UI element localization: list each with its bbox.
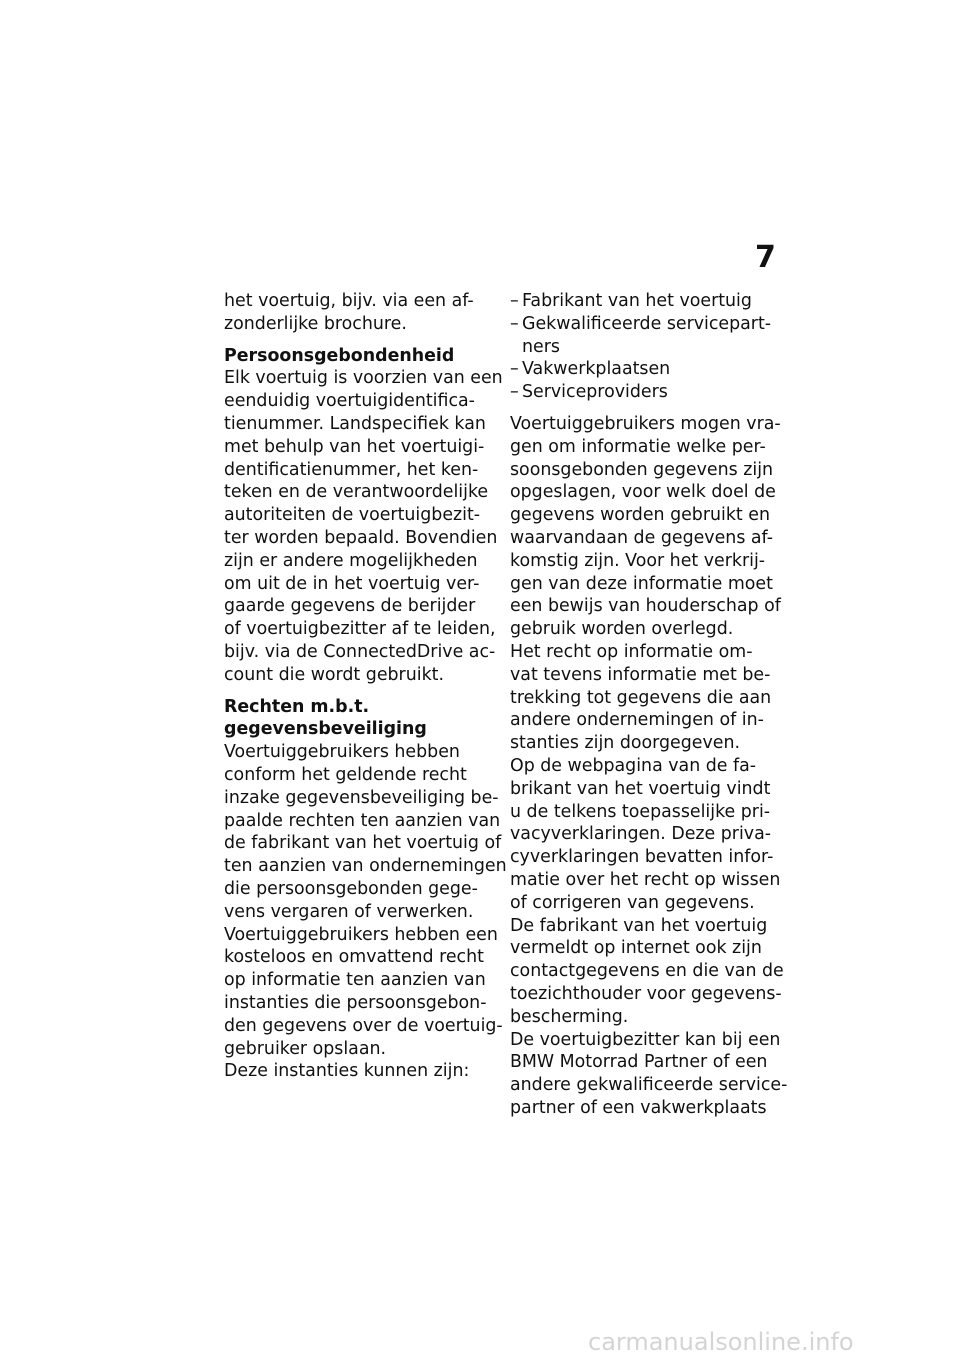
- section-heading: Rechten m.b.t.: [224, 696, 370, 717]
- text-line: trekking tot gegevens die aan: [510, 687, 772, 708]
- text-line: gen van deze informatie moet: [510, 573, 773, 594]
- text-line: soonsgebonden gegevens zijn: [510, 459, 774, 480]
- text-line: gaarde gegevens de berijder: [224, 596, 476, 617]
- text-line: het voertuig, bijv. via een af-: [224, 291, 474, 311]
- text-line: paalde rechten ten aanzien van: [224, 810, 501, 831]
- text-line: Voertuiggebruikers mogen vra-: [510, 413, 781, 434]
- text-line: gen om informatie welke per-: [510, 436, 766, 457]
- text-line: Deze instanties kunnen zijn:: [224, 1061, 470, 1082]
- text-line: De voertuigbezitter kan bij een: [510, 1029, 781, 1050]
- left-column: [224, 290, 507, 1083]
- text-line: Het recht op informatie om-: [510, 641, 753, 662]
- text-line: instanties die persoonsgebon-: [224, 992, 487, 1013]
- text-line: dentificatienummer, het ken-: [224, 459, 479, 480]
- text-line: brikant van het voertuig vindt: [510, 778, 771, 799]
- text-line: die persoonsgebonden gege-: [224, 878, 478, 899]
- text-line: partner of een vakwerkplaats: [510, 1097, 767, 1118]
- text-line: gegevens worden gebruikt en: [510, 505, 770, 526]
- list-item: [510, 358, 782, 381]
- text-line: vacyverklaringen. Deze priva-: [510, 824, 772, 845]
- text-line: count die wordt gebruikt.: [224, 664, 444, 685]
- body-paragraph: [510, 413, 788, 1120]
- text-line: bijv. via de ConnectedDrive ac-: [224, 641, 496, 662]
- text-line: andere gekwalificeerde service-: [510, 1075, 788, 1096]
- text-line: stanties zijn doorgegeven.: [510, 733, 741, 754]
- text-line: om uit de in het voertuig ver-: [224, 573, 480, 594]
- intro-paragraph: [224, 290, 496, 336]
- list-item-text: Serviceproviders: [522, 382, 668, 403]
- list-item: [510, 381, 782, 404]
- text-line: kosteloos en omvattend recht: [224, 947, 484, 968]
- text-line: of voertuigbezitter af te leiden,: [224, 619, 496, 640]
- text-line: Voertuiggebruikers hebben een: [224, 924, 498, 945]
- dash-bullet: –: [510, 313, 519, 334]
- text-line: vermeldt op internet ook zijn: [510, 938, 762, 959]
- list-item-text: Vakwerkplaatsen: [522, 359, 671, 380]
- text-line: gebruiker opslaan.: [224, 1038, 387, 1059]
- right-column: [510, 290, 788, 1120]
- text-line: matie over het recht op wissen: [510, 869, 781, 890]
- list-item-text: Fabrikant van het voertuig: [522, 291, 752, 311]
- text-line: Op de webpagina van de fa-: [510, 755, 757, 776]
- list-item: [510, 290, 782, 313]
- text-line: gebruik worden overlegd.: [510, 619, 734, 640]
- text-line: Elk voertuig is voorzien van een: [224, 368, 503, 389]
- text-line: opgeslagen, voor welk doel de: [510, 482, 776, 503]
- dash-bullet: –: [510, 291, 519, 311]
- text-line: conform het geldende recht: [224, 764, 467, 785]
- section-heading: gegevensbeveiliging: [224, 719, 427, 740]
- list-item: [510, 313, 782, 336]
- text-line: cyverklaringen bevatten infor-: [510, 847, 774, 868]
- text-line: contactgegevens en die van de: [510, 961, 784, 982]
- text-line: den gegevens over de voertuig-: [224, 1015, 503, 1036]
- text-line: of corrigeren van gegevens.: [510, 892, 755, 913]
- text-line: bescherming.: [510, 1006, 629, 1027]
- text-line: andere ondernemingen of in-: [510, 710, 764, 731]
- text-line: zonderlijke brochure.: [224, 313, 407, 334]
- watermark-text: carmanualsonline.info: [588, 1328, 854, 1356]
- text-line: tienummer. Landspecifiek kan: [224, 413, 486, 434]
- text-line: teken en de verantwoordelijke: [224, 482, 489, 503]
- text-line: u de telkens toepasselijke pri-: [510, 801, 771, 822]
- text-line: komstig zijn. Voor het verkrij-: [510, 550, 766, 571]
- page-number: 7: [755, 240, 776, 275]
- section-persoonsgebondenheid: [224, 345, 503, 687]
- section-rechten-gegevensbeveiliging: [224, 696, 507, 1084]
- text-line: toezichthouder voor gegevens-: [510, 983, 782, 1004]
- text-line: Voertuiggebruikers hebben: [224, 742, 460, 763]
- section-heading: Persoonsgebondenheid: [224, 345, 455, 366]
- dash-bullet: –: [510, 359, 519, 380]
- dash-bullet: –: [510, 382, 519, 403]
- text-line: De fabrikant van het voertuig: [510, 915, 768, 936]
- text-line: vat tevens informatie met be-: [510, 664, 771, 685]
- text-line: eenduidig voertuigidentifica-: [224, 391, 475, 412]
- text-line: een bewijs van houderschap of: [510, 596, 781, 617]
- text-line: zijn er andere mogelijkheden: [224, 550, 478, 571]
- text-line: op informatie ten aanzien van: [224, 970, 486, 991]
- text-line: BMW Motorrad Partner of een: [510, 1052, 768, 1073]
- list-item-text: Gekwalificeerde servicepart-: [522, 313, 772, 334]
- text-line: met behulp van het voertuigi-: [224, 436, 485, 457]
- text-line: de fabrikant van het voertuig of: [224, 833, 502, 854]
- text-line: inzake gegevensbeveiliging be-: [224, 787, 499, 808]
- text-line: ter worden bepaald. Bovendien: [224, 527, 498, 548]
- bullet-list: [510, 290, 782, 404]
- text-line: autoriteiten de voertuigbezit-: [224, 505, 481, 526]
- text-line: vens vergaren of verwerken.: [224, 901, 474, 922]
- text-line: waarvandaan de gegevens af-: [510, 527, 774, 548]
- list-item-continuation: ners: [522, 336, 560, 357]
- text-line: ten aanzien van ondernemingen: [224, 856, 507, 877]
